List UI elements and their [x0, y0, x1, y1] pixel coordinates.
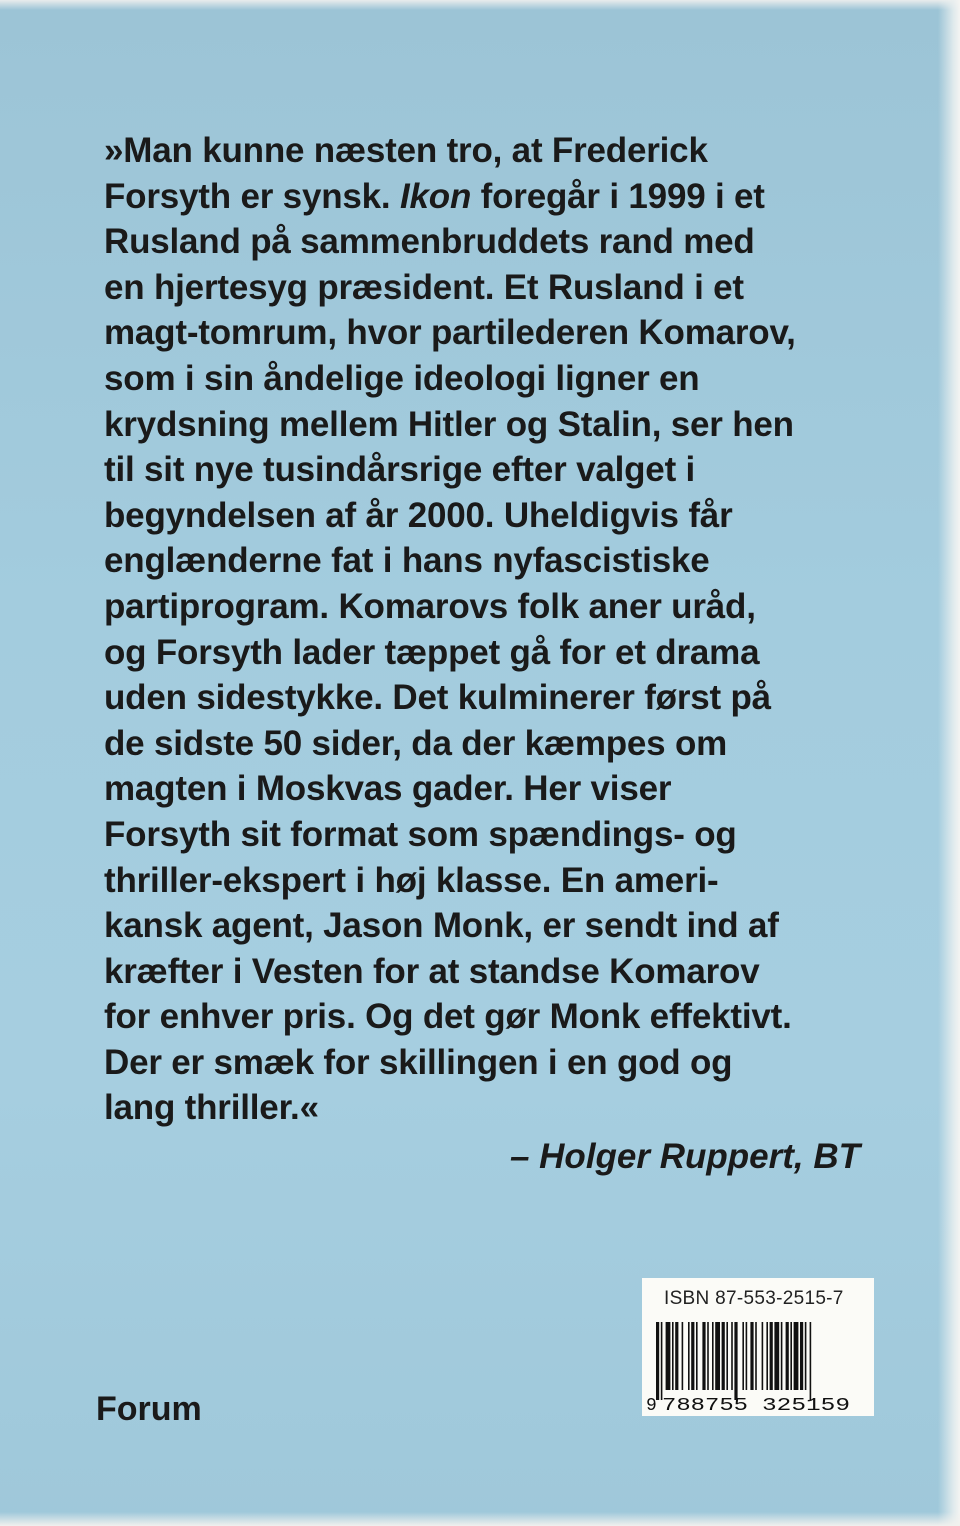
- barcode-bar: [712, 1322, 714, 1390]
- barcode-bar: [762, 1322, 764, 1390]
- barcode-bar: [755, 1322, 757, 1390]
- blurb-text: magt-tomrum, hvor partilederen Komarov,: [104, 313, 796, 353]
- blurb-line: [104, 812, 874, 858]
- review-blurb: [104, 128, 874, 1131]
- barcode-bar: [794, 1322, 799, 1390]
- isbn-number: ISBN 87-553-2515-7: [664, 1288, 844, 1309]
- barcode-bar: [746, 1322, 748, 1390]
- blurb-line: [104, 447, 874, 493]
- cover-top-edge: [0, 0, 960, 10]
- barcode-bar: [805, 1322, 807, 1390]
- barcode-bar: [750, 1322, 753, 1390]
- blurb-text: kræfter i Vesten for at standse Komarov: [104, 951, 760, 991]
- barcode-bar: [726, 1322, 728, 1390]
- barcode-bar: [774, 1322, 779, 1390]
- blurb-text: en hjertesyg præsident. Et Rusland i et: [104, 267, 744, 307]
- blurb-line: [104, 128, 874, 174]
- barcode-bar: [702, 1322, 705, 1390]
- barcode-bar: [742, 1322, 744, 1390]
- blurb-text: »Man kunne næsten tro, at Frederick: [104, 131, 708, 170]
- blurb-text: for enhver pris. Og det gør Monk effektivt.: [104, 997, 792, 1037]
- barcode-bar: [800, 1322, 803, 1390]
- barcode-bar: [766, 1322, 768, 1390]
- blurb-line: [104, 766, 874, 812]
- blurb-line: [104, 174, 874, 220]
- barcode-digit-first: 9: [646, 1396, 657, 1416]
- blurb-text: lang thriller.«: [104, 1088, 319, 1128]
- barcode-bar: [656, 1322, 659, 1400]
- blurb-text: Rusland på sammenbruddets rand med: [104, 222, 755, 262]
- blurb-line: [104, 675, 874, 721]
- blurb-line: [104, 994, 874, 1040]
- blurb-line: [104, 356, 874, 402]
- blurb-text: Forsyth sit format som spændings- og: [104, 814, 737, 854]
- blurb-text: partiprogram. Komarovs folk aner uråd,: [104, 586, 756, 626]
- barcode-bar: [770, 1322, 773, 1390]
- blurb-line: [104, 310, 874, 356]
- barcode-digits-right: 325159: [762, 1396, 850, 1416]
- cover-right-edge: [938, 0, 960, 1526]
- blurb-text: som i sin åndelige ideologi ligner en: [104, 358, 700, 398]
- barcode-bar: [781, 1322, 783, 1390]
- barcode-bar: [790, 1322, 792, 1390]
- blurb-text: Forsyth er synsk.: [104, 176, 400, 216]
- blurb-text: og Forsyth lader tæppet gå for et drama: [104, 632, 760, 672]
- cover-bottom-edge: [0, 1512, 960, 1526]
- barcode-bar: [810, 1322, 812, 1400]
- review-attribution: – Holger Ruppert, BT: [509, 1137, 860, 1176]
- blurb-line: [104, 219, 874, 265]
- blurb-line: [104, 584, 874, 630]
- barcode-bar: [715, 1322, 720, 1390]
- barcode-bar: [696, 1322, 698, 1390]
- blurb-line: [104, 630, 874, 676]
- blurb-text: thriller-ekspert i høj klasse. En ameri-: [104, 860, 719, 900]
- barcode-digits-left: 788755: [662, 1396, 748, 1416]
- blurb-line: [104, 538, 874, 584]
- barcode-bar: [682, 1322, 684, 1390]
- blurb-text: foregår i 1999 i et: [471, 176, 765, 216]
- barcode-bar: [666, 1322, 671, 1390]
- blurb-line: [104, 1085, 874, 1131]
- blurb-line: [104, 858, 874, 904]
- publisher-name: Forum: [96, 1390, 202, 1428]
- blurb-line: [104, 721, 874, 767]
- isbn-barcode-label: [642, 1278, 874, 1416]
- barcode-bar: [734, 1322, 737, 1400]
- blurb-line: [104, 493, 874, 539]
- barcode-bar: [691, 1322, 694, 1390]
- barcode-bar: [675, 1322, 678, 1390]
- blurb-text: Der er smæk for skillingen i en god og: [104, 1042, 733, 1082]
- blurb-text: de sidste 50 sider, da der kæmpes om: [104, 723, 728, 763]
- barcode-bar: [688, 1322, 690, 1390]
- barcode-bar: [722, 1322, 725, 1390]
- barcode-icon: [642, 1278, 874, 1416]
- blurb-text: englænderne fat i hans nyfascistiske: [104, 541, 710, 581]
- blurb-text: magten i Moskvas gader. Her viser: [104, 769, 672, 809]
- blurb-line: [104, 949, 874, 995]
- blurb-text: krydsning mellem Hitler og Stalin, ser hen: [104, 404, 794, 444]
- book-title-italic: Ikon: [399, 176, 472, 216]
- barcode-bar: [707, 1322, 709, 1390]
- blurb-line: [104, 1040, 874, 1086]
- blurb-text: uden sidestykke. Det kulminerer først på: [104, 678, 771, 718]
- blurb-text: til sit nye tusindårsrige efter valget i: [104, 450, 696, 490]
- blurb-text: kansk agent, Jason Monk, er sendt ind af: [104, 906, 779, 946]
- blurb-line: [104, 265, 874, 311]
- blurb-line: [104, 903, 874, 949]
- barcode-bar: [661, 1322, 663, 1400]
- barcode-bar: [731, 1322, 733, 1390]
- blurb-line: [104, 402, 874, 448]
- barcode-bar: [786, 1322, 789, 1390]
- blurb-text: begyndelsen af år 2000. Uheldigvis får: [104, 495, 733, 535]
- barcode-bar: [672, 1322, 674, 1390]
